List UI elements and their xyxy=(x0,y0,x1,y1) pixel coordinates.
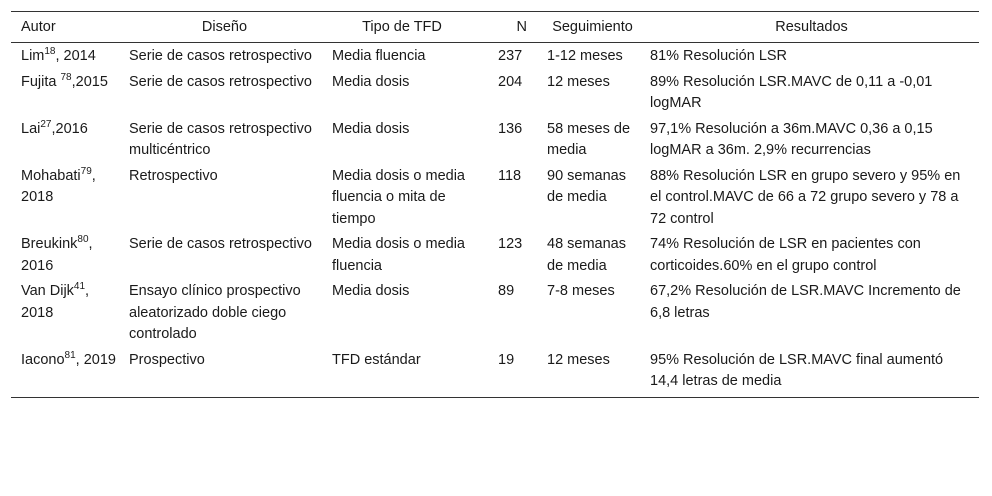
cell-autor xyxy=(11,43,123,70)
autor-name: Iacono xyxy=(21,351,65,368)
header-n: N xyxy=(478,12,541,43)
autor-name: Lai xyxy=(21,120,41,137)
cell-diseno: Prospectivo xyxy=(123,348,326,398)
autor-year: ,2016 xyxy=(51,120,88,137)
cell-seguimiento: 1-12 meses xyxy=(547,48,623,64)
cell-diseno: Ensayo clínico prospectivo aleatorizado doble ciego controlado xyxy=(129,283,301,342)
autor-name: Van Dijk xyxy=(21,283,74,299)
cell-n: 237 xyxy=(498,48,523,64)
autor-name: Mohabati xyxy=(21,167,81,184)
autor-ref: 78 xyxy=(60,71,72,83)
cell-resultados: 67,2% Resolución de LSR.MAVC Incremento de 6,8 letras xyxy=(650,283,961,321)
table-row xyxy=(11,117,979,164)
autor-year: ,2015 xyxy=(71,73,108,90)
cell-diseno: Serie de casos retrospectivo xyxy=(129,48,312,64)
cell-resultados: 97,1% Resolución a 36m.MAVC 0,36 a 0,15 logMAR a 36m. 2,9% recurrencias xyxy=(650,120,933,158)
cell-resultados: 88% Resolución LSR en grupo severo y 95% en el control.MAVC de 66 a 72 grupo severo y 78 a 72 control xyxy=(650,167,961,227)
autor-name: Lim xyxy=(21,48,45,64)
autor-year: , 2018 xyxy=(21,283,90,321)
cell-autor xyxy=(11,117,123,164)
cell-diseno: Serie de casos retrospectivo xyxy=(129,236,312,252)
autor-ref: 79 xyxy=(80,165,92,177)
cell-resultados: 81% Resolución LSR xyxy=(650,48,788,64)
table-row xyxy=(11,164,979,233)
table-header xyxy=(11,12,979,43)
cell-seguimiento: 12 meses xyxy=(541,348,644,398)
autor-ref: 41 xyxy=(73,281,86,292)
table-row xyxy=(11,70,979,117)
autor-ref: 81 xyxy=(64,349,76,361)
cell-diseno: Retrospectivo xyxy=(129,167,218,184)
autor-name: Fujita xyxy=(21,73,61,90)
cell-diseno: Serie de casos retrospectivo xyxy=(129,73,312,90)
cell-autor xyxy=(11,70,123,117)
cell-autor xyxy=(11,232,123,279)
cell-resultados: 95% Resolución de LSR.MAVC final aumentó 14,4 letras de media xyxy=(644,348,979,398)
cell-n: 123 xyxy=(498,236,523,252)
autor-ref: 18 xyxy=(44,46,56,57)
autor-year: , 2019 xyxy=(75,351,116,368)
header-diseno: Diseño xyxy=(123,12,326,43)
cell-n: 118 xyxy=(498,167,522,184)
cell-n: 19 xyxy=(478,348,541,398)
cell-tipo: Media dosis o media fluencia xyxy=(332,236,465,274)
cell-tipo: Media dosis xyxy=(332,120,410,137)
studies-table xyxy=(11,11,979,398)
table-body xyxy=(11,43,979,398)
autor-year: , 2016 xyxy=(21,236,93,274)
autor-year: , 2014 xyxy=(55,48,96,64)
cell-tipo: TFD estándar xyxy=(326,348,478,398)
cell-resultados: 74% Resolución de LSR en pacientes con corticoides.60% en el grupo control xyxy=(650,236,921,274)
table-row xyxy=(11,348,979,398)
cell-autor xyxy=(11,164,123,233)
table-row xyxy=(11,232,979,279)
autor-ref: 80 xyxy=(77,234,89,245)
cell-seguimiento: 90 semanas de media xyxy=(547,167,626,205)
cell-n: 204 xyxy=(498,73,523,90)
cell-n: 136 xyxy=(498,120,523,137)
header-seguimiento: Seguimiento xyxy=(541,12,644,43)
cell-n: 89 xyxy=(498,283,515,299)
cell-seguimiento: 7-8 meses xyxy=(547,283,615,299)
cell-diseno: Serie de casos retrospectivo multicéntrico xyxy=(129,120,312,158)
cell-seguimiento: 48 semanas de media xyxy=(547,236,626,274)
cell-autor xyxy=(11,348,123,398)
header-row xyxy=(11,12,979,43)
autor-ref: 27 xyxy=(40,118,52,130)
header-tipo: Tipo de TFD xyxy=(326,12,478,43)
cell-tipo: Media dosis xyxy=(332,283,410,299)
cell-autor xyxy=(11,279,123,348)
header-autor: Autor xyxy=(11,12,123,43)
cell-tipo: Media dosis o media fluencia o mita de tiempo xyxy=(332,167,465,227)
autor-year: , 2018 xyxy=(21,167,96,205)
cell-tipo: Media fluencia xyxy=(332,48,426,64)
autor-name: Breukink xyxy=(21,236,78,252)
cell-seguimiento: 12 meses xyxy=(547,73,610,90)
cell-seguimiento: 58 meses de media xyxy=(547,120,631,158)
cell-resultados: 89% Resolución LSR.MAVC de 0,11 a -0,01 logMAR xyxy=(650,73,933,111)
header-resultados: Resultados xyxy=(644,12,979,43)
table-row xyxy=(11,43,979,70)
cell-tipo: Media dosis xyxy=(332,73,410,90)
table-row xyxy=(11,279,979,348)
